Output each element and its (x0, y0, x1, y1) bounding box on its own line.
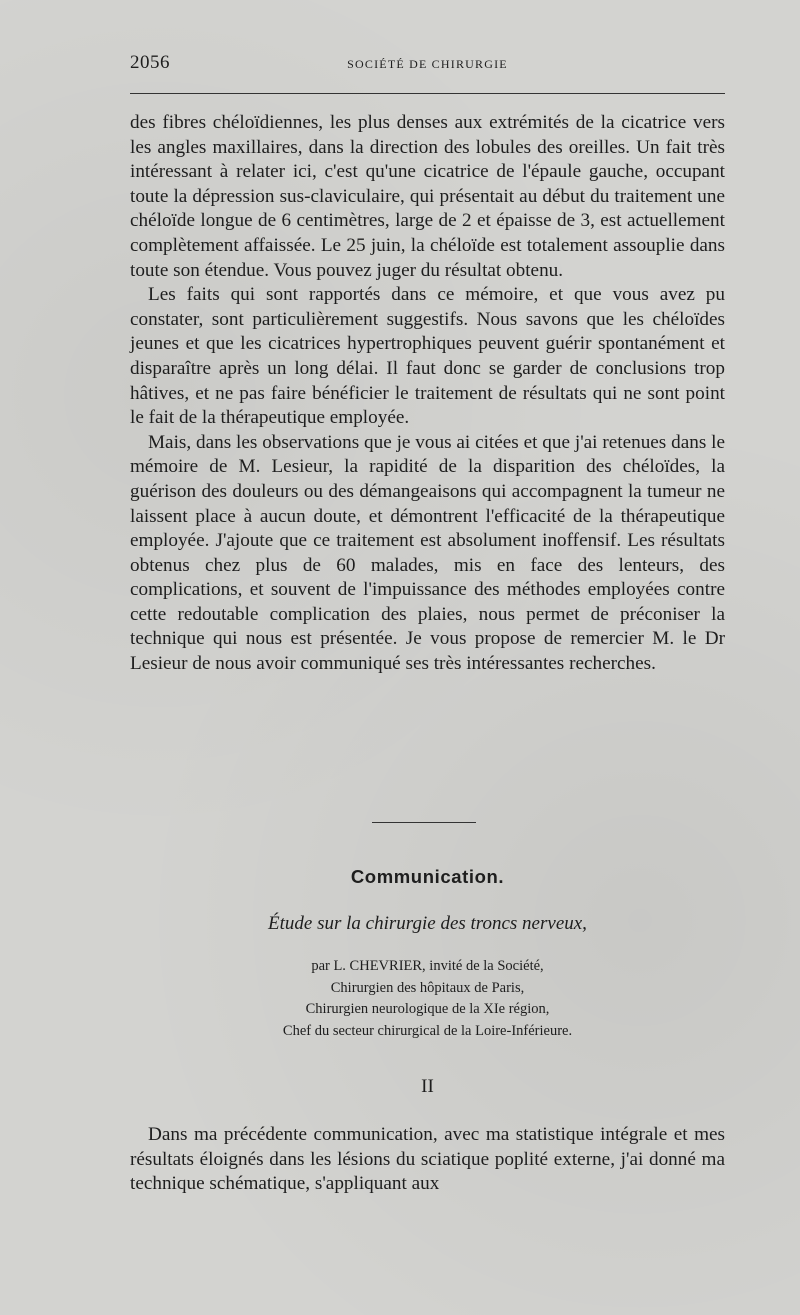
author-line: Chirurgien des hôpitaux de Paris, (330, 979, 525, 996)
paragraph-observations: Les faits qui sont rapportés dans ce mémoire, et que vous avez pu constater, sont particulièrement suggestifs. Nous savons que les chéloïdes jeunes et que les cicatrices hypertrophiques peuvent guérir spontanément et disparaître après un long délai. Il faut donc se garder de conclusions trop hâtives, et ne pas faire bénéficier le traitement de résultats qui ne sont point le fait de la thérapeutique employée. (130, 284, 725, 429)
paragraph-conclusion: Mais, dans les observations que je vous ai citées et que j'ai retenues dans le mémoire de M. Lesieur, la rapidité de la disparition des chéloïdes, la guérison des douleurs ou des démangeaisons qui accompagnent la tumeur ne laissent place à aucun doute, et démontrent l'efficacité de la thérapeutique employée. J'ajoute que ce traitement est absolument inoffensif. Les résultats obtenus chez plus de 60 malades, mis en face des lenteurs, des complications, et souvent de l'impuissance des méthodes employées contre cette redoutable complication des plaies, nous permet de préconiser la technique qui nous est présentée. Je vous propose de remercier M. le Dr Lesieur de nous avoir communiqué ses très intéressantes recherches. (130, 431, 725, 675)
author-line: par L. CHEVRIER, invité de la Société, (311, 958, 544, 974)
journal-title: SOCIÉTÉ DE CHIRURGIE (347, 57, 508, 71)
section-divider (372, 822, 476, 823)
author-line: Chirurgien neurologique de la XIe région, (305, 1001, 550, 1017)
header-rule (130, 93, 725, 94)
page-number: 2056 (130, 52, 170, 73)
running-head (130, 52, 725, 76)
author-line: Chef du secteur chirurgical de la Loire-Inférieure. (282, 1022, 573, 1039)
paragraph-continuation: des fibres chéloïdiennes, les plus denses aux extrémités de la cicatrice vers les angles maxillaires, dans la direction des lobules des oreilles. Un fait très intéressant à relater ici, c'est qu'une cicatrice de l'épaule gauche, occupant toute la dépression sus-claviculaire, qui présentait au début du traitement une chéloïde longue de 6 centimètres, large de 2 et épaisse de 3, est actuellement complètement affaissée. Le 25 juin, la chéloïde est totalement assouplie dans toute son étendue. Vous pouvez juger du résultat obtenu. (130, 112, 725, 281)
part-number: II (421, 1076, 434, 1097)
author-block (130, 956, 725, 1042)
paragraph-opening: Dans ma précédente communication, avec ma statistique intégrale et mes résultats éloignés dans les lésions du sciatique poplité externe, j'ai donné ma technique schématique, s'appliquant aux (130, 1124, 725, 1195)
section-title: Communication. (350, 866, 505, 887)
report-body (130, 111, 725, 677)
article-title: Étude sur la chirurgie des troncs nerveux, (268, 913, 587, 934)
communication-body (130, 1123, 725, 1197)
